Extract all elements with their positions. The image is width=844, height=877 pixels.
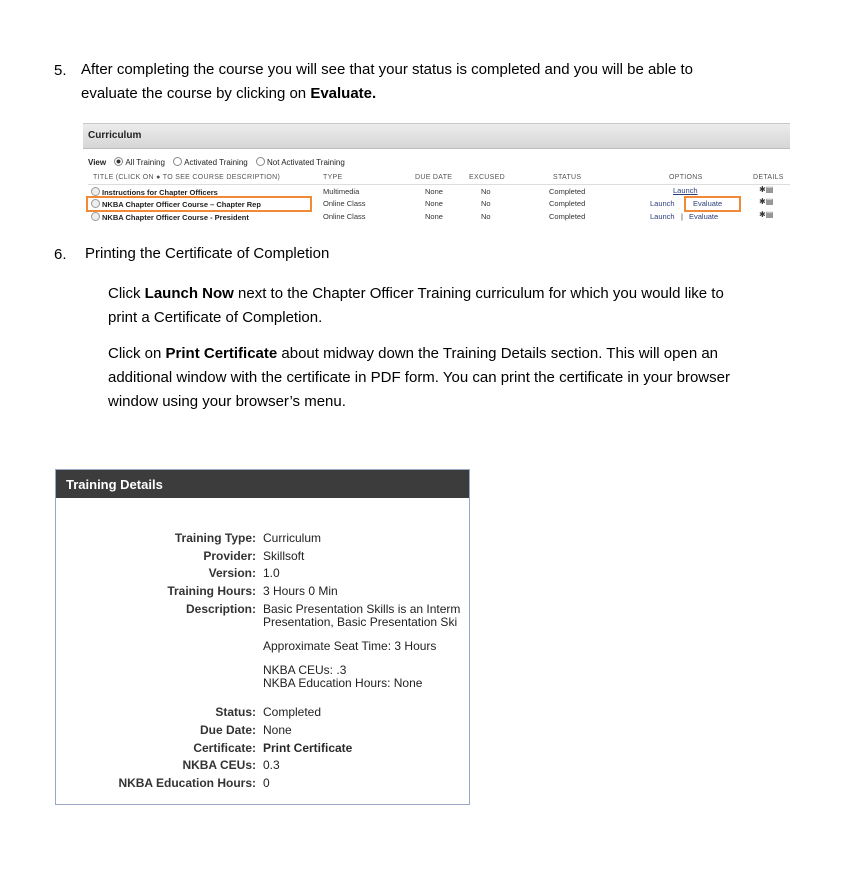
evaluate-emphasis: Evaluate. [310,85,377,102]
nkba-ceus-value: 0.3 [263,758,280,772]
training-details-panel [55,469,470,805]
details-icon[interactable]: ✱▤ [759,210,774,219]
row-due: None [425,187,443,196]
print-certificate-link[interactable]: Print Certificate [263,741,353,755]
print-certificate-emphasis: Print Certificate [165,345,278,362]
nkba-education-hours-value: 0 [263,776,270,790]
header-divider [88,184,790,185]
provider-value: Skillsoft [263,549,305,563]
description-line-2: Presentation, Basic Presentation Ski [263,615,458,629]
description-label: Description: [185,602,256,616]
info-icon[interactable] [91,212,100,221]
step-6-paragraph-1: Click Launch Now next to the Chapter Officer Training curriculum for which you would like to print a Certificate of Completion. [108,285,724,326]
step-5-number: 5. [54,62,67,79]
launch-now-emphasis: Launch Now [144,285,234,302]
col-options: OPTIONS [669,174,703,181]
table-row-title[interactable]: NKBA Chapter Officer Course – Chapter Rep [91,199,261,209]
col-title: TITLE (CLICK ON ● TO SEE COURSE DESCRIPTION) [93,174,281,181]
step-5-text [81,58,693,106]
training-details-header: Training Details [56,470,469,498]
radio-all-training[interactable] [114,157,123,166]
description-line-1: Basic Presentation Skills is an Interm [263,602,461,616]
nkba-education-hours-label: NKBA Education Hours: [118,776,256,790]
row-status: Completed [549,212,586,221]
details-icon[interactable]: ✱▤ [759,197,774,206]
view-filter: View All Training Activated Training Not Activated Training [88,158,345,167]
info-icon[interactable] [91,187,100,196]
row-type: Online Class [323,199,366,208]
evaluate-link[interactable]: Evaluate [693,199,723,208]
launch-link[interactable]: Launch [650,212,675,221]
due-date-label: Due Date: [199,723,256,737]
step-5-line1: After completing the course you will see that your status is completed and you will be able to [81,61,693,78]
curriculum-screenshot [83,123,790,225]
row-due: None [425,199,443,208]
options-separator: | [681,212,683,221]
training-hours-label: Training Hours: [167,584,256,598]
col-due-date: DUE DATE [415,174,453,181]
step-6-number: 6. [54,246,67,263]
row-status: Completed [549,187,586,196]
details-icon[interactable]: ✱▤ [759,185,774,194]
launch-link[interactable]: Launch [650,199,675,208]
nkba-ceus-label: NKBA CEUs: [182,758,256,772]
version-label: Version: [208,566,256,580]
status-value: Completed [263,705,322,719]
row-excused: No [481,199,491,208]
row-due: None [425,212,443,221]
col-status: STATUS [553,174,582,181]
row-excused: No [481,212,491,221]
row-type: Online Class [323,212,366,221]
radio-activated-training[interactable] [173,157,182,166]
col-type: TYPE [323,174,343,181]
step-6-heading: Printing the Certificate of Completion [85,245,330,262]
status-label: Status: [215,705,256,719]
table-row-title[interactable]: Instructions for Chapter Officers [91,187,218,197]
training-type-value: Curriculum [263,531,322,545]
version-value: 1.0 [263,566,280,580]
certificate-label: Certificate: [193,741,256,755]
due-date-value: None [263,723,292,737]
row-excused: No [481,187,491,196]
step-6-paragraph-2: Click on Print Certificate about midway down the Training Details section. This will open an additional window with the certificate in PDF form. You can print the certificate in your browser window using your browser’s menu. [108,345,730,410]
training-hours-value: 3 Hours 0 Min [263,584,338,598]
row-status: Completed [549,199,586,208]
info-icon[interactable] [91,199,100,208]
table-row-title[interactable]: NKBA Chapter Officer Course - President [91,212,249,222]
nkba-education-text: NKBA Education Hours: None [263,676,423,690]
seat-time-text: Approximate Seat Time: 3 Hours [263,639,437,653]
col-excused: EXCUSED [469,174,505,181]
row-type: Multimedia [323,187,360,196]
col-details: DETAILS [753,174,784,181]
training-type-label: Training Type: [174,531,256,545]
provider-label: Provider: [203,549,256,563]
radio-not-activated-training[interactable] [256,157,265,166]
evaluate-link[interactable]: Evaluate [689,212,719,221]
nkba-ceus-text: NKBA CEUs: .3 [263,663,347,677]
curriculum-header: Curriculum [83,123,790,149]
step-5-line2: evaluate the course by clicking on Evaluate. [81,85,377,102]
launch-link[interactable]: Launch [673,186,698,195]
